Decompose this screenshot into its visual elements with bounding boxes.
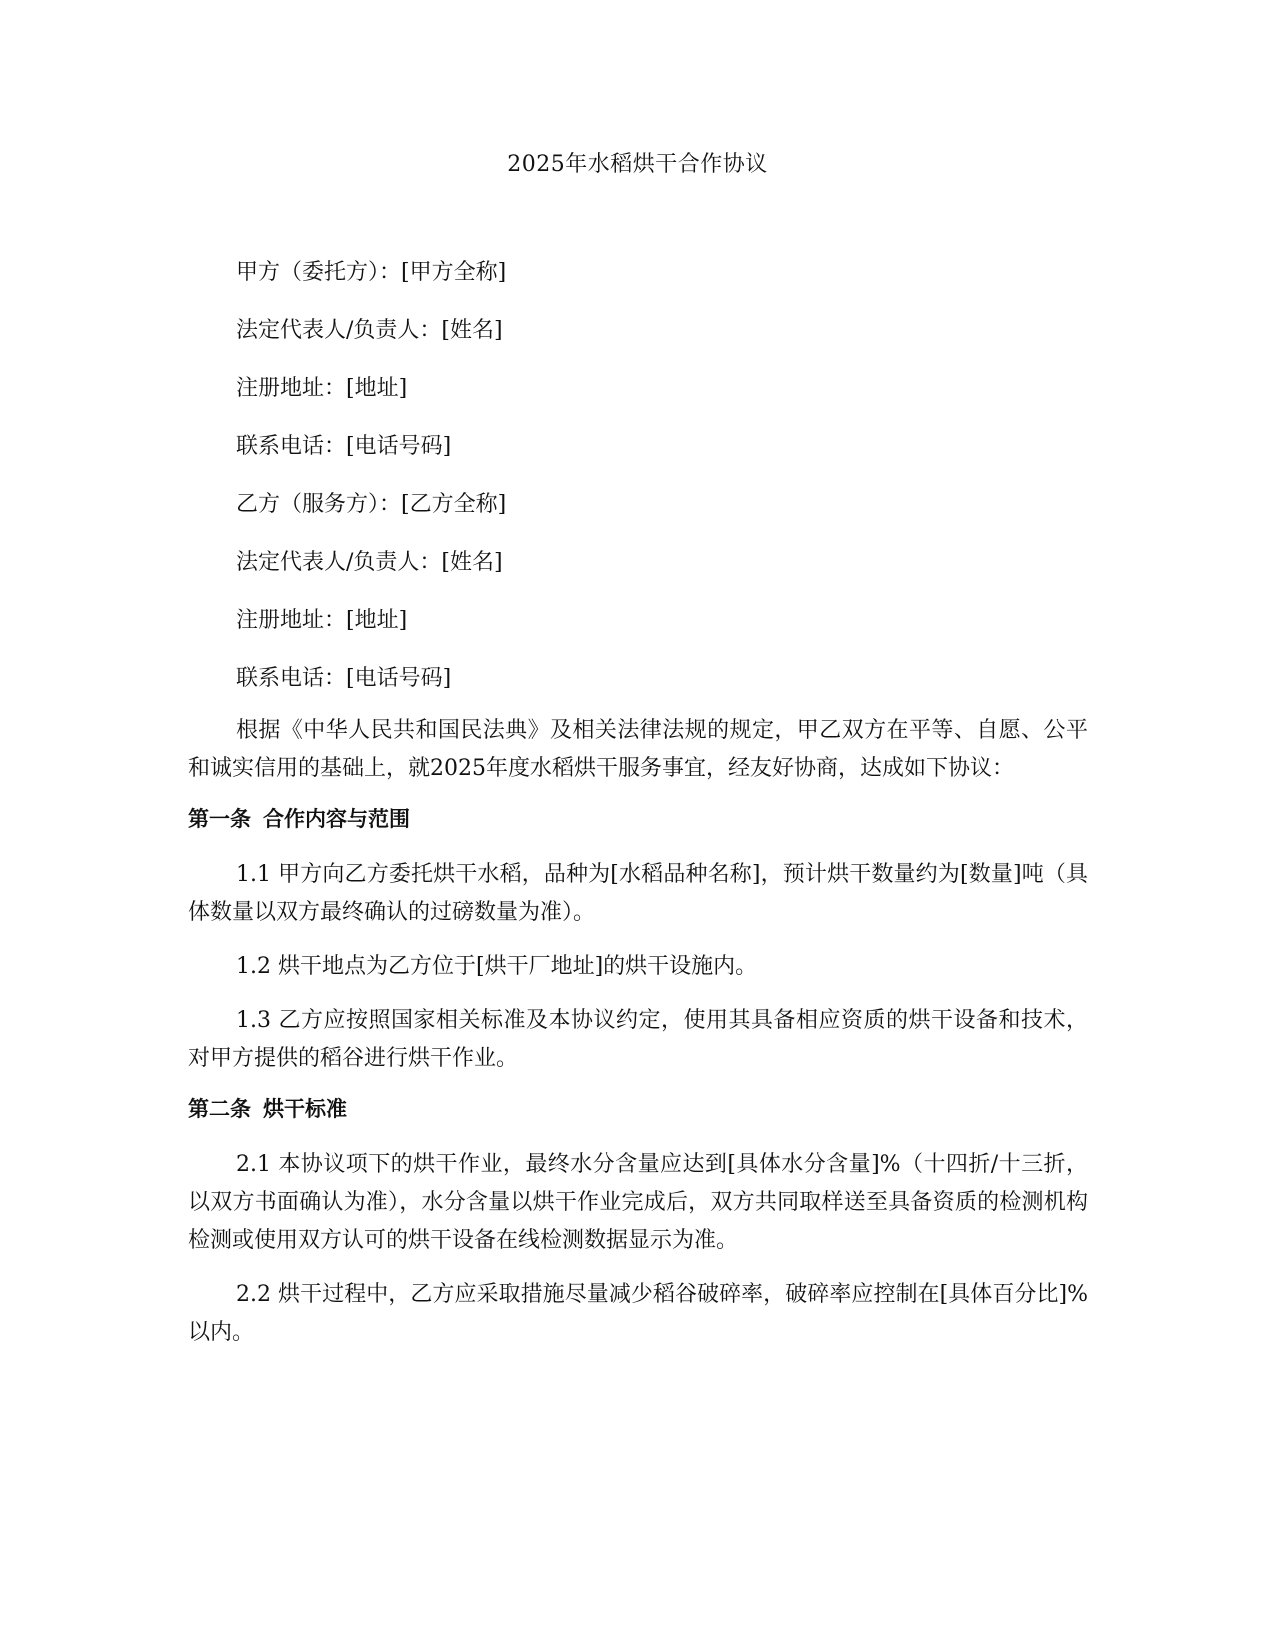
party-a-address: 注册地址：[地址] bbox=[236, 376, 408, 401]
party-a-phone: 联系电话：[电话号码] bbox=[236, 434, 452, 459]
article-2-number: 第二条 bbox=[188, 1097, 251, 1121]
clause-2-2: 2.2 烘干过程中，乙方应采取措施尽量减少稻谷破碎率，破碎率应控制在[具体百分比]%以内。 bbox=[188, 1282, 1088, 1345]
article-1-heading bbox=[188, 804, 1088, 834]
article-1-title: 合作内容与范围 bbox=[263, 807, 410, 831]
clause-1-3: 1.3 乙方应按照国家相关标准及本协议约定，使用其具备相应资质的烘干设备和技术，对甲方提供的稻谷进行烘干作业。 bbox=[188, 1008, 1088, 1071]
party-a-representative: 法定代表人/负责人：[姓名] bbox=[236, 318, 503, 343]
preamble-paragraph: 根据《中华人民共和国民法典》及相关法律法规的规定，甲乙双方在平等、自愿、公平和诚实信用的基础上，就2025年度水稻烘干服务事宜，经友好协商，达成如下协议： bbox=[188, 718, 1088, 781]
party-b-address: 注册地址：[地址] bbox=[236, 608, 408, 633]
party-b-phone: 联系电话：[电话号码] bbox=[236, 666, 452, 691]
document-body bbox=[188, 258, 1088, 1368]
article-2-title: 烘干标准 bbox=[263, 1097, 347, 1121]
article-1-number: 第一条 bbox=[188, 807, 251, 831]
party-a-name: 甲方（委托方）：[甲方全称] bbox=[236, 260, 507, 285]
clause-1-1: 1.1 甲方向乙方委托烘干水稻，品种为[水稻品种名称]，预计烘干数量约为[数量]吨（具体数量以双方最终确认的过磅数量为准）。 bbox=[188, 862, 1088, 925]
party-b-representative: 法定代表人/负责人：[姓名] bbox=[236, 550, 503, 575]
clause-2-1: 2.1 本协议项下的烘干作业，最终水分含量应达到[具体水分含量]%（十四折/十三折，以双方书面确认为准），水分含量以烘干作业完成后，双方共同取样送至具备资质的检测机构检测或使用双方认可的烘干设备在线检测数据显示为准。 bbox=[188, 1152, 1088, 1253]
party-b-name: 乙方（服务方）：[乙方全称] bbox=[236, 492, 507, 517]
article-2-heading bbox=[188, 1094, 1088, 1124]
clause-1-2: 1.2 烘干地点为乙方位于[烘干厂地址]的烘干设施内。 bbox=[236, 954, 758, 979]
document-title: 2025年水稻烘干合作协议 bbox=[507, 152, 768, 177]
